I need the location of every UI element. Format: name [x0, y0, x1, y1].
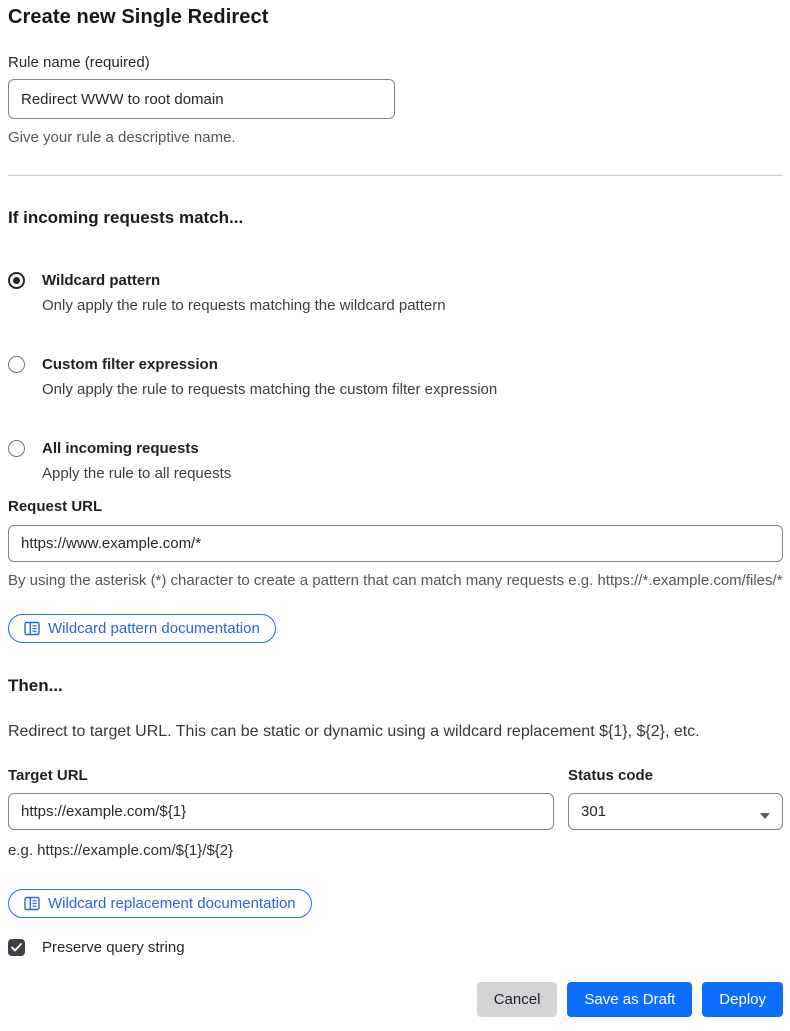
radio-unselected-icon[interactable]: [8, 356, 25, 373]
radio-description: Only apply the rule to requests matching the custom filter expression: [42, 381, 498, 398]
save-as-draft-button[interactable]: Save as Draft: [567, 982, 692, 1017]
open-book-icon: [24, 896, 40, 911]
rule-name-helper: Give your rule a descriptive name.: [8, 129, 236, 146]
target-row: [8, 767, 783, 830]
cancel-button[interactable]: Cancel: [477, 982, 558, 1017]
rule-name-input[interactable]: [8, 79, 395, 119]
radio-description: Only apply the rule to requests matching the wildcard pattern: [42, 297, 446, 314]
preserve-query-string-label: Preserve query string: [42, 939, 185, 956]
target-url-label: Target URL: [8, 767, 88, 784]
target-url-field: [8, 767, 554, 830]
radio-description: Apply the rule to all requests: [42, 465, 232, 482]
radio-label: All incoming requests: [42, 440, 199, 457]
request-url-input[interactable]: [8, 525, 783, 562]
status-code-field: [568, 767, 783, 830]
check-icon: [11, 943, 22, 952]
radio-option-custom-filter-expression[interactable]: [8, 354, 783, 400]
request-url-label: Request URL: [8, 498, 103, 515]
doc-button-label: Wildcard replacement documentation: [48, 895, 296, 912]
open-book-icon: [24, 621, 40, 636]
form-footer: [8, 982, 783, 1017]
match-type-radio-group: [8, 270, 783, 484]
status-code-label: Status code: [568, 767, 654, 784]
checkbox-checked-icon[interactable]: [8, 939, 25, 956]
request-url-field: [8, 498, 783, 592]
radio-label: Custom filter expression: [42, 356, 218, 373]
rule-name-field: [8, 54, 783, 149]
radio-option-wildcard-pattern[interactable]: [8, 270, 783, 316]
radio-label: Wildcard pattern: [42, 272, 161, 289]
preserve-query-string-row[interactable]: [8, 939, 783, 956]
target-url-input[interactable]: [8, 793, 554, 830]
radio-option-all-incoming-requests[interactable]: [8, 438, 783, 484]
wildcard-pattern-doc-button[interactable]: [8, 614, 276, 643]
rule-name-label: Rule name (required): [8, 54, 150, 71]
match-section-heading: If incoming requests match...: [8, 208, 244, 227]
status-code-select[interactable]: [568, 793, 783, 830]
target-url-helper: e.g. https://example.com/${1}/${2}: [8, 842, 234, 859]
deploy-button[interactable]: Deploy: [702, 982, 783, 1017]
request-url-helper: By using the asterisk (*) character to create a pattern that can match many requests e.g. https://*.example.com/files/*: [8, 572, 783, 589]
section-divider: [8, 175, 783, 176]
then-section-description: Redirect to target URL. This can be static or dynamic using a wildcard replacement ${1}, ${2}, etc.: [8, 723, 700, 740]
radio-selected-icon[interactable]: [8, 272, 25, 289]
then-section-heading: Then...: [8, 676, 63, 695]
radio-unselected-icon[interactable]: [8, 440, 25, 457]
doc-button-label: Wildcard pattern documentation: [48, 620, 260, 637]
page-title: Create new Single Redirect: [8, 6, 269, 28]
wildcard-replacement-doc-button[interactable]: [8, 889, 312, 918]
